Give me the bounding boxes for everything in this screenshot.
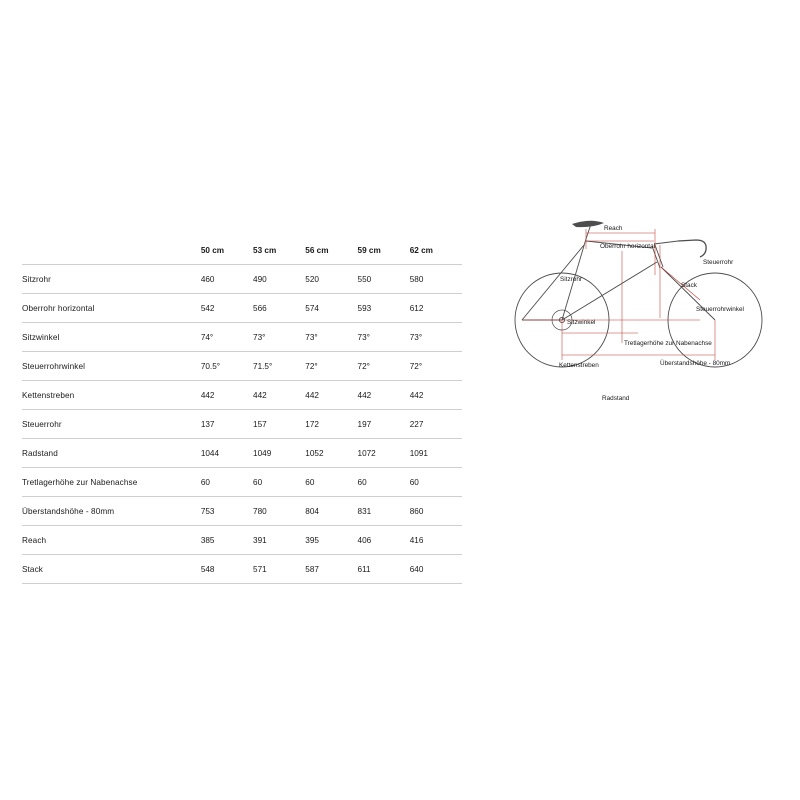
- table-row: [22, 497, 462, 526]
- row-label-stack: Stack: [22, 555, 201, 584]
- cell-oberrohr-50: 542: [201, 294, 253, 323]
- table-row: [22, 555, 462, 584]
- cell-tretlagerhoehe-62: 60: [410, 468, 462, 497]
- cell-steuerrohr-59: 197: [358, 410, 410, 439]
- cell-stack-50: 548: [201, 555, 253, 584]
- cell-steuerrohrwinkel-59: 72°: [358, 352, 410, 381]
- cell-reach-56: 395: [305, 526, 357, 555]
- cell-sitzrohr-56: 520: [305, 265, 357, 294]
- cell-sitzwinkel-53: 73°: [253, 323, 305, 352]
- head-tube-2: [655, 245, 663, 267]
- table-row: [22, 352, 462, 381]
- cell-steuerrohrwinkel-53: 71.5°: [253, 352, 305, 381]
- cell-kettenstreben-50: 442: [201, 381, 253, 410]
- cell-ueberstandshoehe-53: 780: [253, 497, 305, 526]
- cell-steuerrohrwinkel-62: 72°: [410, 352, 462, 381]
- cell-reach-53: 391: [253, 526, 305, 555]
- row-label-radstand: Radstand: [22, 439, 201, 468]
- row-label-reach: Reach: [22, 526, 201, 555]
- cell-tretlagerhoehe-50: 60: [201, 468, 253, 497]
- cell-sitzwinkel-59: 73°: [358, 323, 410, 352]
- row-label-steuerrohrwinkel: Steuerrohrwinkel: [22, 352, 201, 381]
- row-label-ueberstandshoehe: Überstandshöhe - 80mm: [22, 497, 201, 526]
- cell-tretlagerhoehe-53: 60: [253, 468, 305, 497]
- column-header-size-62: 62 cm: [410, 236, 462, 265]
- cell-radstand-50: 1044: [201, 439, 253, 468]
- column-header-size-59: 59 cm: [358, 236, 410, 265]
- table-row: [22, 410, 462, 439]
- cell-steuerrohrwinkel-50: 70.5°: [201, 352, 253, 381]
- label-sitzrohr: Sitzrohr: [560, 276, 583, 283]
- cell-reach-62: 416: [410, 526, 462, 555]
- label-kettenstreben: Kettenstreben: [559, 362, 599, 369]
- cell-tretlagerhoehe-56: 60: [305, 468, 357, 497]
- cell-stack-59: 611: [358, 555, 410, 584]
- cell-reach-59: 406: [358, 526, 410, 555]
- cell-radstand-56: 1052: [305, 439, 357, 468]
- label-oberrohr-horizontal: Oberrohr horizontal: [600, 243, 656, 250]
- cell-kettenstreben-53: 442: [253, 381, 305, 410]
- label-radstand: Radstand: [602, 395, 630, 402]
- cell-radstand-53: 1049: [253, 439, 305, 468]
- label-steuerrohrwinkel: Steuerrohrwinkel: [696, 306, 744, 313]
- label-ueberstandshoehe: Überstandshöhe - 80mm: [660, 360, 731, 367]
- row-label-sitzrohr: Sitzrohr: [22, 265, 201, 294]
- bike-geometry-diagram: [500, 215, 790, 415]
- cell-oberrohr-59: 593: [358, 294, 410, 323]
- label-steuerrohr: Steuerrohr: [703, 259, 734, 266]
- cell-ueberstandshoehe-62: 860: [410, 497, 462, 526]
- table-header-row: [22, 236, 462, 265]
- cell-sitzrohr-50: 460: [201, 265, 253, 294]
- table-row: [22, 265, 462, 294]
- label-stack: Stack: [681, 282, 697, 289]
- column-header-size-56: 56 cm: [305, 236, 357, 265]
- cell-ueberstandshoehe-59: 831: [358, 497, 410, 526]
- cell-tretlagerhoehe-59: 60: [358, 468, 410, 497]
- stem: [654, 241, 678, 244]
- cell-kettenstreben-56: 442: [305, 381, 357, 410]
- column-header-size-53: 53 cm: [253, 236, 305, 265]
- cell-stack-62: 640: [410, 555, 462, 584]
- label-tretlagerhoehe: Tretlagerhöhe zur Nabenachse: [624, 340, 712, 347]
- label-sitzwinkel: Sitzwinkel: [567, 319, 596, 326]
- cell-oberrohr-53: 566: [253, 294, 305, 323]
- geometry-table: [22, 236, 462, 584]
- cell-steuerrohr-50: 137: [201, 410, 253, 439]
- row-label-steuerrohr: Steuerrohr: [22, 410, 201, 439]
- cell-sitzrohr-59: 550: [358, 265, 410, 294]
- table-row: [22, 381, 462, 410]
- column-header-label: [22, 236, 201, 265]
- table-row: [22, 323, 462, 352]
- cell-oberrohr-56: 574: [305, 294, 357, 323]
- cell-ueberstandshoehe-50: 753: [201, 497, 253, 526]
- row-label-oberrohr-horizontal: Oberrohr horizontal: [22, 294, 201, 323]
- cell-sitzwinkel-62: 73°: [410, 323, 462, 352]
- row-label-sitzwinkel: Sitzwinkel: [22, 323, 201, 352]
- column-header-size-50: 50 cm: [201, 236, 253, 265]
- table-row: [22, 294, 462, 323]
- cell-steuerrohr-62: 227: [410, 410, 462, 439]
- cell-steuerrohrwinkel-56: 72°: [305, 352, 357, 381]
- cell-steuerrohr-56: 172: [305, 410, 357, 439]
- table-header: [22, 236, 462, 265]
- row-label-kettenstreben: Kettenstreben: [22, 381, 201, 410]
- handlebar: [678, 240, 706, 257]
- diagram-label-group: [559, 225, 744, 402]
- cell-oberrohr-62: 612: [410, 294, 462, 323]
- cell-stack-56: 587: [305, 555, 357, 584]
- cell-stack-53: 571: [253, 555, 305, 584]
- table-row: [22, 526, 462, 555]
- row-label-tretlagerhoehe: Tretlagerhöhe zur Nabenachse: [22, 468, 201, 497]
- cell-reach-50: 385: [201, 526, 253, 555]
- cell-sitzwinkel-50: 74°: [201, 323, 253, 352]
- cell-kettenstreben-59: 442: [358, 381, 410, 410]
- cell-sitzrohr-53: 490: [253, 265, 305, 294]
- label-reach: Reach: [604, 225, 623, 232]
- table-body: [22, 265, 462, 584]
- saddle: [572, 221, 604, 227]
- cell-sitzrohr-62: 580: [410, 265, 462, 294]
- cell-ueberstandshoehe-56: 804: [305, 497, 357, 526]
- cell-steuerrohr-53: 157: [253, 410, 305, 439]
- cell-radstand-59: 1072: [358, 439, 410, 468]
- table-row: [22, 468, 462, 497]
- table-row: [22, 439, 462, 468]
- cell-sitzwinkel-56: 73°: [305, 323, 357, 352]
- cell-kettenstreben-62: 442: [410, 381, 462, 410]
- cell-radstand-62: 1091: [410, 439, 462, 468]
